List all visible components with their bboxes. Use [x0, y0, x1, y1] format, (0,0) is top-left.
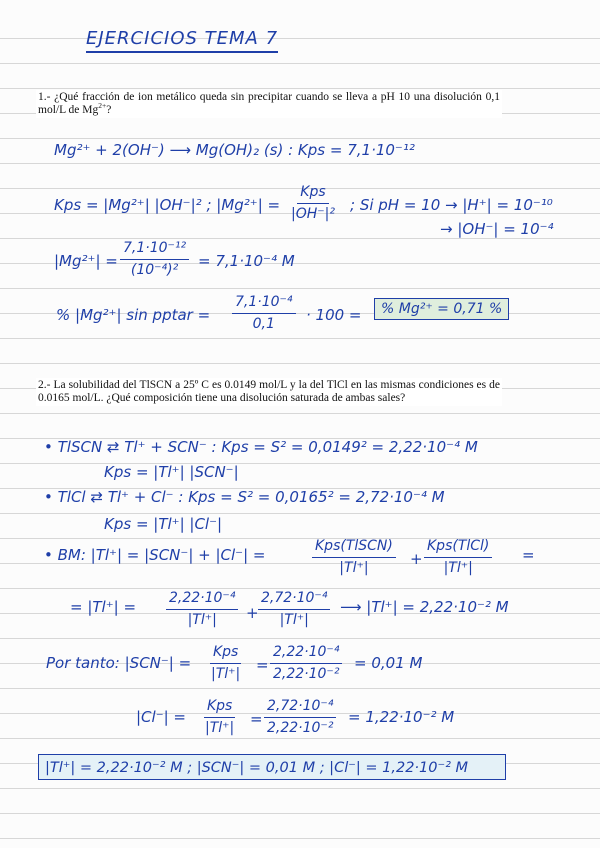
ex1-mg-fraction-num: 7,1·10⁻¹²: [120, 240, 189, 260]
ex2-l6-fraction-2-num: 2,22·10⁻⁴: [270, 644, 342, 664]
ex2-l6-fraction-1-num: Kps: [210, 644, 241, 664]
ex2-l5-right: ⟶ |Tl⁺| = 2,22·10⁻² M: [340, 598, 509, 616]
ex1-result-box: % Mg²⁺ = 0,71 %: [374, 298, 509, 320]
ex2-bm-plus: +: [410, 550, 423, 568]
ex1-ph-line: ; Si pH = 10 → |H⁺| = 10⁻¹⁰: [350, 196, 553, 214]
ex1-percent-fraction-num: 7,1·10⁻⁴: [232, 294, 296, 314]
ex2-l7-fraction-2-num: 2,72·10⁻⁴: [264, 698, 336, 718]
exercise-1-statement: 1.- ¿Qué fracción de ion metálico queda sin precipitar cuando se lleva a pH 10 una disolución 0,1 mol/L de $Mg^{2+}$?: [38, 91, 500, 116]
ex2-l5-fraction-2-num: 2,72·10⁻⁴: [258, 590, 330, 610]
ex2-l7-fraction-1-den: |Tl⁺|: [205, 720, 235, 736]
ex2-bm-equals: =: [522, 546, 535, 564]
ex2-bm-fraction-1-num: Kps(TlSCN): [312, 538, 396, 558]
ex2-tlcl-kps: Kps = |Tl⁺| |Cl⁻|: [104, 515, 223, 533]
page-title: EJERCICIOS TEMA 7: [86, 28, 278, 53]
ex2-l7-fraction-2-den: 2,22·10⁻²: [267, 720, 334, 736]
ex1-percent-fraction-den: 0,1: [252, 316, 275, 332]
ex1-percent-mid: · 100 =: [306, 306, 362, 324]
ex2-l7-fraction-2: [264, 698, 336, 737]
ex1-reaction: Mg²⁺ + 2(OH⁻) ⟶ Mg(OH)₂ (s) : Kps = 7,1·10⁻¹²: [54, 141, 415, 159]
ex2-tlscn-line: • TlSCN ⇄ Tl⁺ + SCN⁻ : Kps = S² = 0,0149² = 2,22·10⁻⁴ M: [44, 438, 478, 456]
ex2-l5-left: = |Tl⁺| =: [70, 598, 137, 616]
ex2-l5-fraction-2-den: |Tl⁺|: [279, 612, 309, 628]
ex2-bm-fraction-2-den: |Tl⁺|: [443, 560, 473, 576]
ex2-l6-fraction-1-den: |Tl⁺|: [211, 666, 241, 682]
ex2-result-box: |Tl⁺| = 2,22·10⁻² M ; |SCN⁻| = 0,01 M ; |Cl⁻| = 1,22·10⁻² M: [38, 754, 506, 780]
exercise-2-statement: 2.- La solubilidad del TlSCN a 25º C es 0.0149 mol/L y la del TlCl en las mismas condiciones es de 0.0165 mol/L. ¿Qué composición tiene una disolución saturada de ambas sales?: [38, 379, 500, 404]
ex2-bm-fraction-2: [424, 538, 492, 577]
ex1-kps-expression: Kps = |Mg²⁺| |OH⁻|² ; |Mg²⁺| =: [54, 196, 281, 214]
ex2-l7-right: = 1,22·10⁻² M: [348, 708, 455, 726]
ex1-percent-fraction: [232, 294, 296, 333]
ex2-l5-fraction-1-den: |Tl⁺|: [187, 612, 217, 628]
ex1-mg-fraction: [120, 240, 189, 279]
ex2-l5-fraction-2: [258, 590, 330, 629]
ex2-bm-fraction-2-num: Kps(TlCl): [424, 538, 492, 558]
ex1-percent-left: % |Mg²⁺| sin pptar =: [56, 306, 211, 324]
ex2-bm-fraction-1-den: |Tl⁺|: [339, 560, 369, 576]
ex1-mg-right: = 7,1·10⁻⁴ M: [198, 252, 295, 270]
ex2-l5-fraction-1-num: 2,22·10⁻⁴: [166, 590, 238, 610]
ex2-l6-right: = 0,01 M: [354, 654, 423, 672]
ex1-kps-fraction-den: |OH⁻|²: [291, 206, 335, 222]
ex2-tlcl-line: • TlCl ⇄ Tl⁺ + Cl⁻ : Kps = S² = 0,0165² = 2,72·10⁻⁴ M: [44, 488, 445, 506]
ex2-l7-equals: =: [250, 710, 263, 728]
ex2-l7-fraction-1: [202, 698, 237, 737]
ex2-bm-fraction-1: [312, 538, 396, 577]
ex2-l5-fraction-1: [166, 590, 238, 629]
ex2-bm-left: • BM: |Tl⁺| = |SCN⁻| + |Cl⁻| =: [44, 546, 266, 564]
ex2-l6-equals: =: [256, 656, 269, 674]
ex1-oh-line: → |OH⁻| = 10⁻⁴: [440, 220, 554, 238]
ex2-l7-left: |Cl⁻| =: [136, 708, 187, 726]
ex2-l7-fraction-1-num: Kps: [204, 698, 235, 718]
ex2-tlscn-kps: Kps = |Tl⁺| |SCN⁻|: [104, 463, 239, 481]
ex1-mg-left: |Mg²⁺| =: [54, 252, 118, 270]
ex2-l6-fraction-1: [208, 644, 243, 683]
ex2-l6-left: Por tanto: |SCN⁻| =: [46, 654, 192, 672]
ex2-l5-plus: +: [246, 604, 259, 622]
ex2-l6-fraction-2: [270, 644, 342, 683]
ex1-mg-fraction-den: (10⁻⁴)²: [130, 262, 179, 278]
ex2-l6-fraction-2-den: 2,22·10⁻²: [273, 666, 340, 682]
ex1-kps-fraction-num: Kps: [297, 184, 328, 204]
ex1-kps-fraction: [288, 184, 338, 223]
